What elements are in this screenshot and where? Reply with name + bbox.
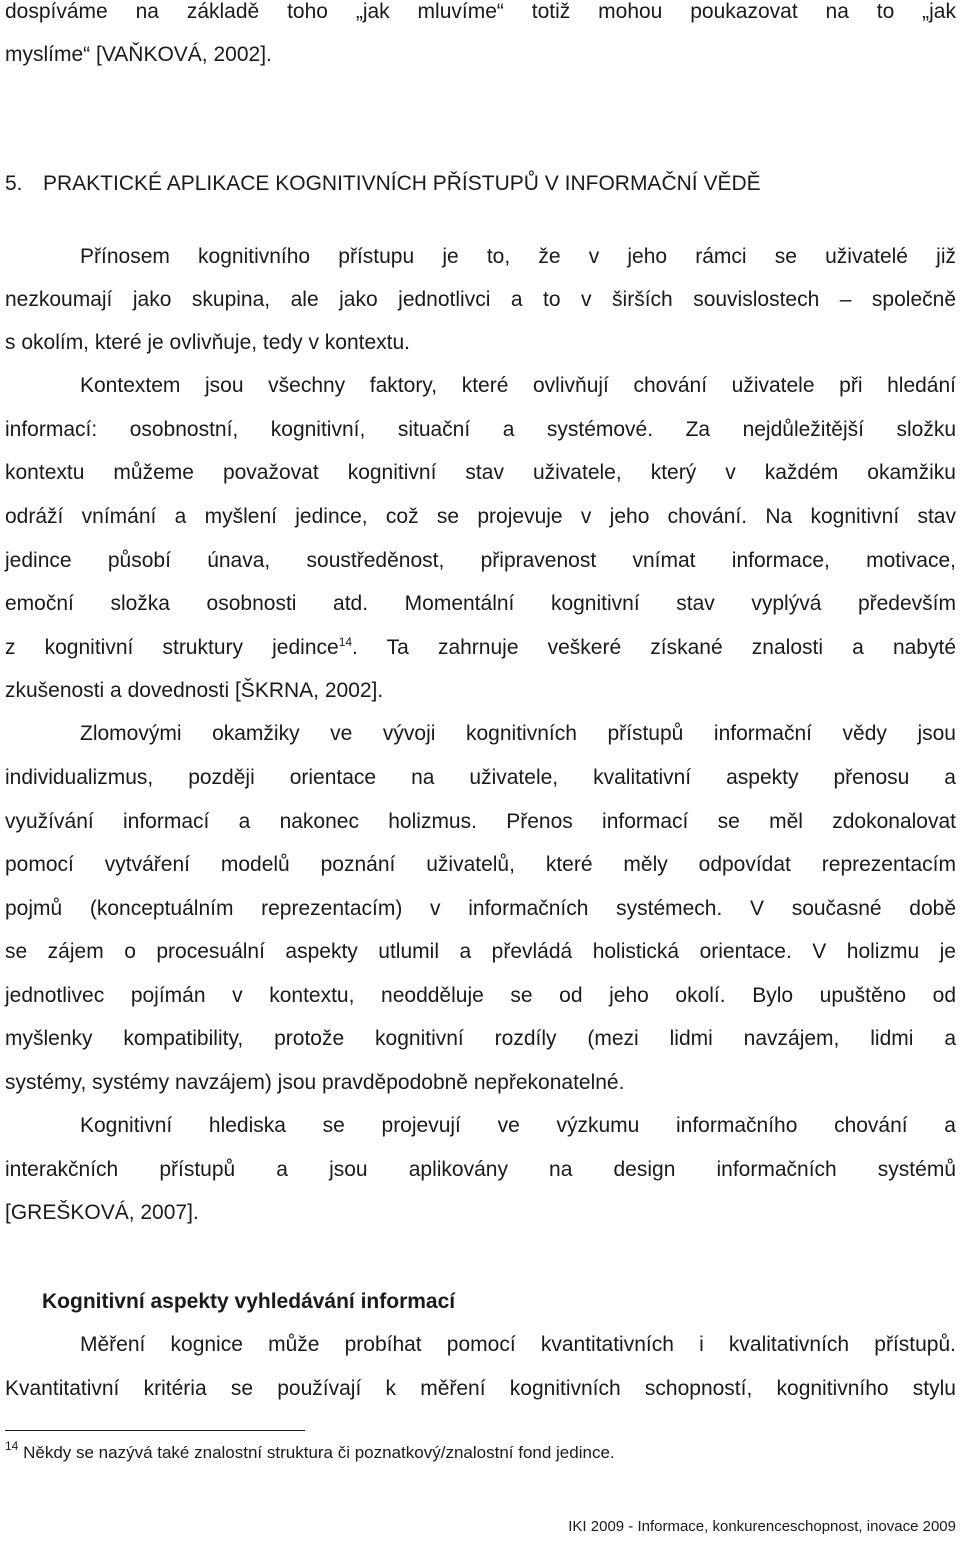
footnote <box>5 1439 615 1463</box>
paragraph-line: využívání informací a nakonec holizmus. Přenos informací se měl zdokonalovat <box>5 810 956 833</box>
paragraph-line: s okolím, které je ovlivňuje, tedy v kontextu. <box>5 331 411 354</box>
section-heading <box>5 172 761 196</box>
paragraph-line: pojmů (konceptuálním reprezentacím) v informačních systémech. V současné době <box>5 897 956 920</box>
text-segment: z kognitivní struktury jedince <box>5 636 339 659</box>
paragraph-line: odráží vnímání a myšlení jedince, což se projevuje v jeho chování. Na kognitivní stav <box>5 505 956 528</box>
paragraph-line: jednotlivec pojímán v kontextu, neodděluje se od jeho okolí. Bylo upuštěno od <box>5 984 956 1007</box>
paragraph-line: emoční složka osobnosti atd. Momentální kognitivní stav vyplývá především <box>5 592 956 615</box>
paragraph-line: interakčních přístupů a jsou aplikovány na design informačních systémů <box>5 1158 956 1181</box>
paragraph-line: se zájem o procesuální aspekty utlumil a převládá holistická orientace. V holizmu je <box>5 940 956 963</box>
footnote-text: Někdy se nazývá také znalostní struktura či poznatkový/znalostní fond jedince. <box>18 1443 615 1462</box>
paragraph-line-with-footnote <box>5 636 956 660</box>
footnote-number: 14 <box>5 1439 19 1453</box>
footnote-divider <box>5 1430 305 1431</box>
subsection-heading: Kognitivní aspekty vyhledávání informací <box>42 1290 456 1313</box>
paragraph-line: kontextu můžeme považovat kognitivní stav uživatele, který v každém okamžiku <box>5 461 956 484</box>
text-segment: . Ta zahrnuje veškeré získané znalosti a nabyté <box>352 636 956 659</box>
paragraph-line: jedince působí únava, soustředěnost, připravenost vnímat informace, motivace, <box>5 549 956 572</box>
paragraph-line: individualizmus, později orientace na uživatele, kvalitativní aspekty přenosu a <box>5 766 956 789</box>
paragraph-line: Kontextem jsou všechny faktory, které ovlivňují chování uživatele při hledání <box>80 374 956 397</box>
section-title: PRAKTICKÉ APLIKACE KOGNITIVNÍCH PŘÍSTUPŮ V INFORMAČNÍ VĚDĚ <box>43 172 761 195</box>
paragraph-line: informací: osobnostní, kognitivní, situační a systémové. Za nejdůležitější složku <box>5 418 956 441</box>
page-footer: IKI 2009 - Informace, konkurenceschopnost, inovace 2009 <box>568 1518 956 1535</box>
paragraph-line: zkušenosti a dovednosti [ŠKRNA, 2002]. <box>5 679 384 702</box>
paragraph-line: systémy, systémy navzájem) jsou pravděpodobně nepřekonatelné. <box>5 1071 625 1094</box>
paragraph-line: Kvantitativní kritéria se používají k měření kognitivních schopností, kognitivního stylu <box>5 1377 956 1400</box>
paragraph-line: Zlomovými okamžiky ve vývoji kognitivních přístupů informační vědy jsou <box>80 722 956 745</box>
paragraph-line: Kognitivní hlediska se projevují ve výzkumu informačního chování a <box>80 1114 956 1137</box>
paragraph-line: Přínosem kognitivního přístupu je to, že v jeho rámci se uživatelé již <box>80 245 956 268</box>
paragraph-line: pomocí vytváření modelů poznání uživatelů, které měly odpovídat reprezentacím <box>5 853 956 876</box>
body-text-line: dospíváme na základě toho „jak mluvíme“ totiž mohou poukazovat na to „jak <box>5 0 956 23</box>
paragraph-line: nezkoumají jako skupina, ale jako jednotlivci a to v širších souvislostech – společně <box>5 288 956 311</box>
paragraph-line: myšlenky kompatibility, protože kognitivní rozdíly (mezi lidmi navzájem, lidmi a <box>5 1027 956 1050</box>
section-number: 5. <box>5 172 23 195</box>
paragraph-line: Měření kognice může probíhat pomocí kvantitativních i kvalitativních přístupů. <box>80 1333 956 1356</box>
footnote-reference: 14 <box>338 635 353 649</box>
paragraph-line: [GREŠKOVÁ, 2007]. <box>5 1201 199 1224</box>
body-text-line: myslíme“ [VAŇKOVÁ, 2002]. <box>5 43 272 66</box>
